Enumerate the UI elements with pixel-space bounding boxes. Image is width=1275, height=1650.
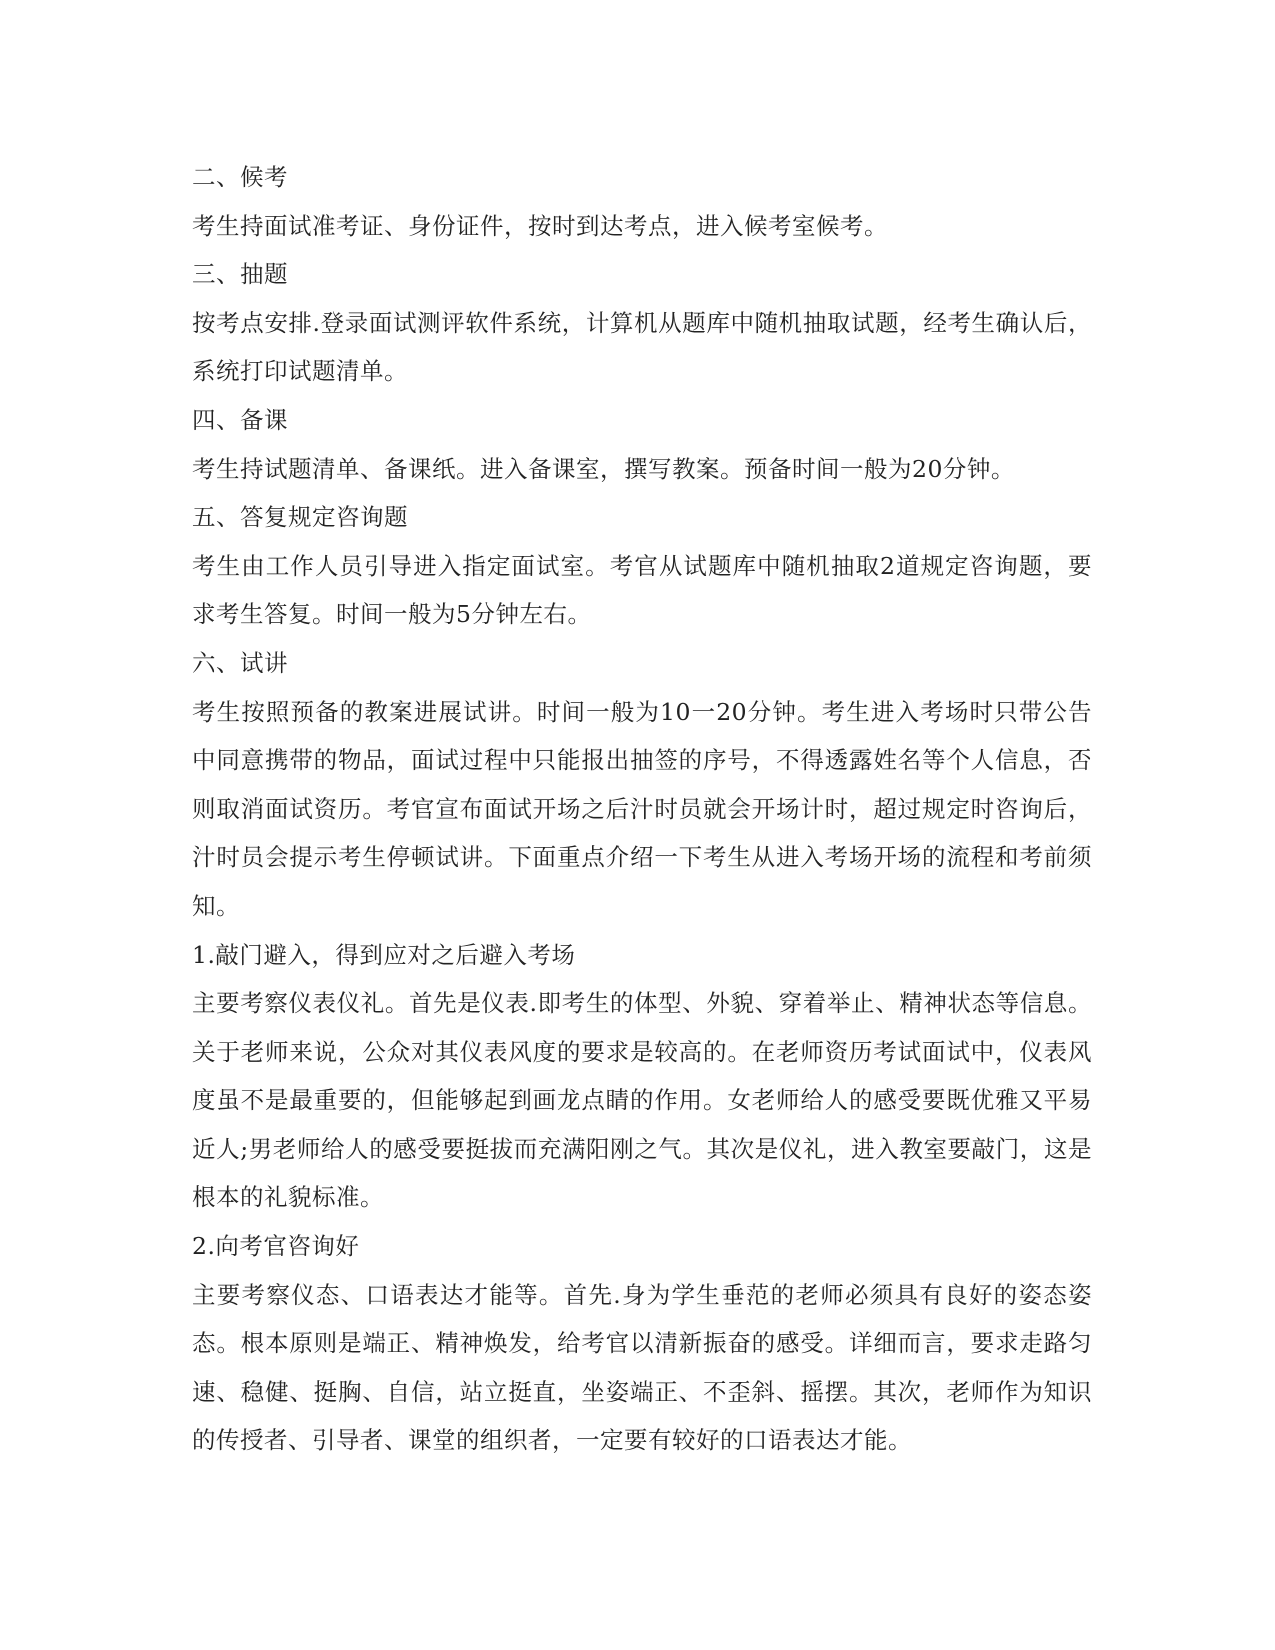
paragraph-greet-examiner: 主要考察仪态、口语表达才能等。首先.身为学生垂范的老师必须具有良好的姿态姿态。根本原则是端正、精神焕发，给考官以清新振奋的感受。详细而言，要求走路匀速、稳健、挺胸、自信，站立挺直，坐姿端正、不歪斜、摇摆。其次，老师作为知识的传授者、引导者、课堂的组织者，一定要有较好的口语表达才能。 bbox=[192, 1280, 1092, 1455]
section-heading-questions: 五、答复规定咨询题 bbox=[192, 503, 408, 532]
paragraph-trial-lecture: 考生按照预备的教案进展试讲。时间一般为10一20分钟。考生进入考场时只带公告中同意携带的物品，面试过程中只能报出抽签的序号，不得透露姓名等个人信息，否则取消面试资历。考官宣布面试开场之后汁时员就会开场计时，超过规定时咨询后，汁时员会提示考生停顿试讲。下面重点介绍一下考生从进入考场开场的流程和考前须知。 bbox=[192, 697, 1092, 920]
section-heading-waiting: 二、候考 bbox=[192, 163, 288, 191]
paragraph-draw: 按考点安排.登录面试测评软件系统，计算机从题库中随机抽取试题，经考生确认后，系统打印试题清单。 bbox=[192, 308, 1092, 386]
document-body bbox=[192, 153, 1092, 1465]
paragraph-questions: 考生由工作人员引导进入指定面试室。考官从试题库中随机抽取2道规定咨询题，要求考生答复。时间一般为5分钟左右。 bbox=[192, 551, 1092, 629]
paragraph-knock-door: 主要考察仪表仪礼。首先是仪表.即考生的体型、外貌、穿着举止、精神状态等信息。关于老师来说，公众对其仪表风度的要求是较高的。在老师资历考试面试中，仪表风度虽不是最重要的，但能够起到画龙点睛的作用。女老师给人的感受要既优雅又平易近人;男老师给人的感受要挺拔而充满阳刚之气。其次是仪礼，进入教室要敲门，这是根本的礼貌标准。 bbox=[192, 989, 1092, 1212]
section-heading-trial-lecture: 六、试讲 bbox=[192, 648, 288, 677]
paragraph-prepare: 考生持试题清单、备课纸。进入备课室，撰写教案。预备时间一般为20分钟。 bbox=[192, 454, 1015, 483]
subheading-knock-door: 1.敲门避入，得到应对之后避入考场 bbox=[192, 940, 576, 969]
section-heading-draw: 三、抽题 bbox=[192, 260, 288, 289]
subheading-greet-examiner: 2.向考官咨询好 bbox=[192, 1232, 360, 1261]
section-heading-prepare: 四、备课 bbox=[192, 405, 288, 434]
paragraph-waiting: 考生持面试准考证、身份证件，按时到达考点，进入候考室候考。 bbox=[192, 211, 888, 240]
